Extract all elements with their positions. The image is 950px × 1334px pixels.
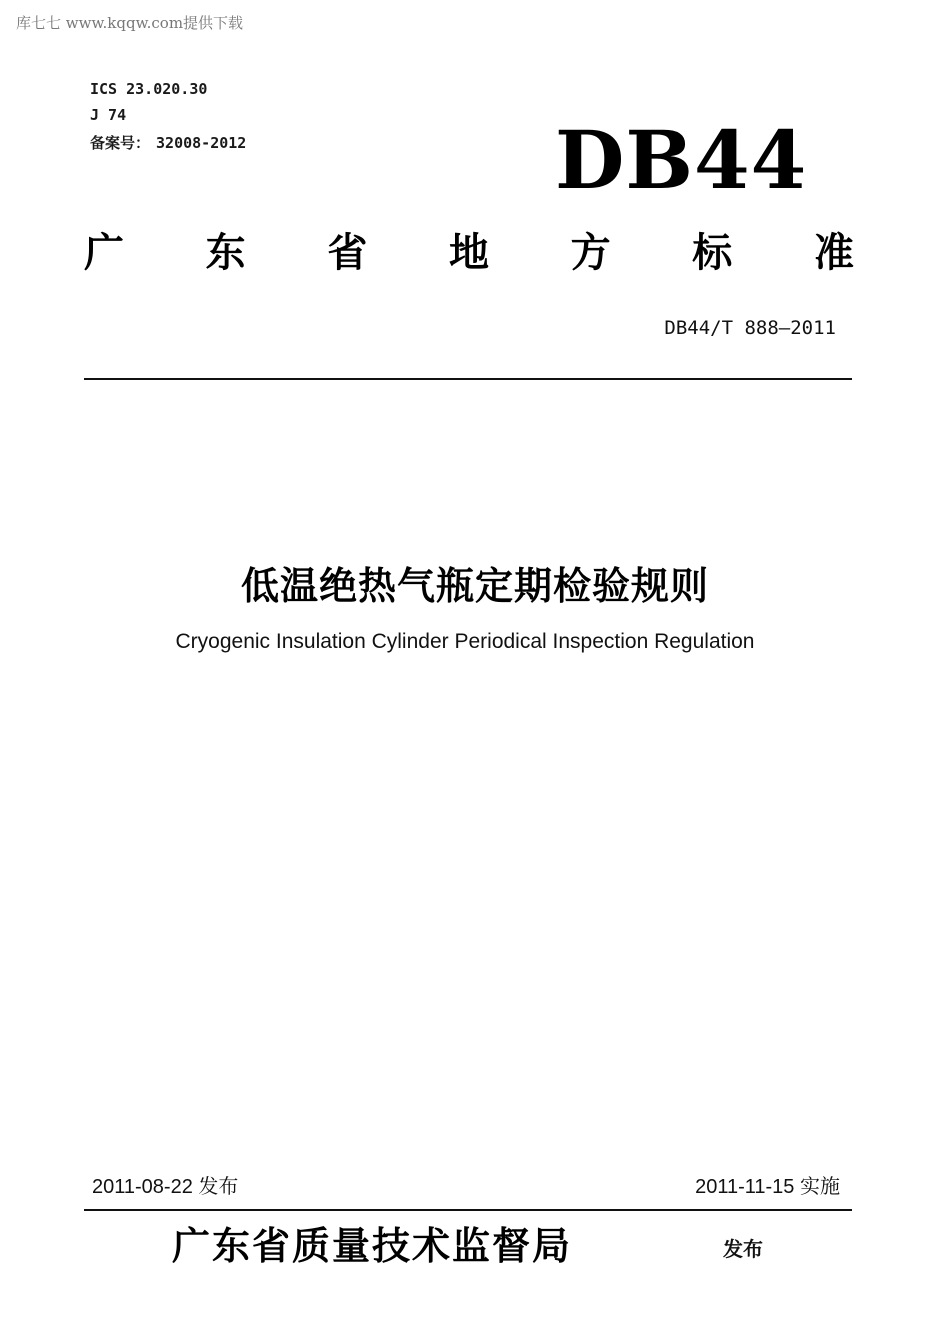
standard-type-char: 东	[205, 230, 246, 276]
registration-label: 备案号：	[90, 134, 151, 152]
standard-type-char: 方	[570, 230, 611, 276]
ccs-code: J 74	[90, 106, 127, 124]
standard-type-char: 广	[84, 230, 124, 276]
standard-type-char: 标	[692, 230, 733, 276]
implementation-date: 2011-11-15 实施	[695, 1176, 840, 1198]
registration-number: 32008-2012	[156, 134, 247, 152]
document-title-english: Cryogenic Insulation Cylinder Periodical Inspection Regulation	[175, 630, 755, 653]
registration-line	[90, 132, 246, 153]
standard-type-heading	[84, 225, 854, 281]
standard-type-char: 准	[813, 230, 854, 276]
document-title-chinese: 低温绝热气瓶定期检验规则	[240, 564, 709, 608]
standard-number: DB44/T 888—2011	[664, 317, 836, 339]
standard-code-logo: DB44	[555, 113, 808, 207]
watermark-text: 库七七 www.kqqw.com提供下载	[16, 14, 244, 32]
publish-label: 发布	[723, 1237, 763, 1261]
bottom-divider	[84, 1209, 852, 1211]
standard-type-char: 省	[327, 230, 368, 276]
standard-type-char: 地	[448, 230, 489, 276]
top-divider	[84, 378, 852, 380]
issue-date: 2011-08-22 发布	[92, 1176, 239, 1198]
publisher-name: 广东省质量技术监督局	[172, 1223, 573, 1268]
ics-code: ICS 23.020.30	[90, 80, 208, 98]
